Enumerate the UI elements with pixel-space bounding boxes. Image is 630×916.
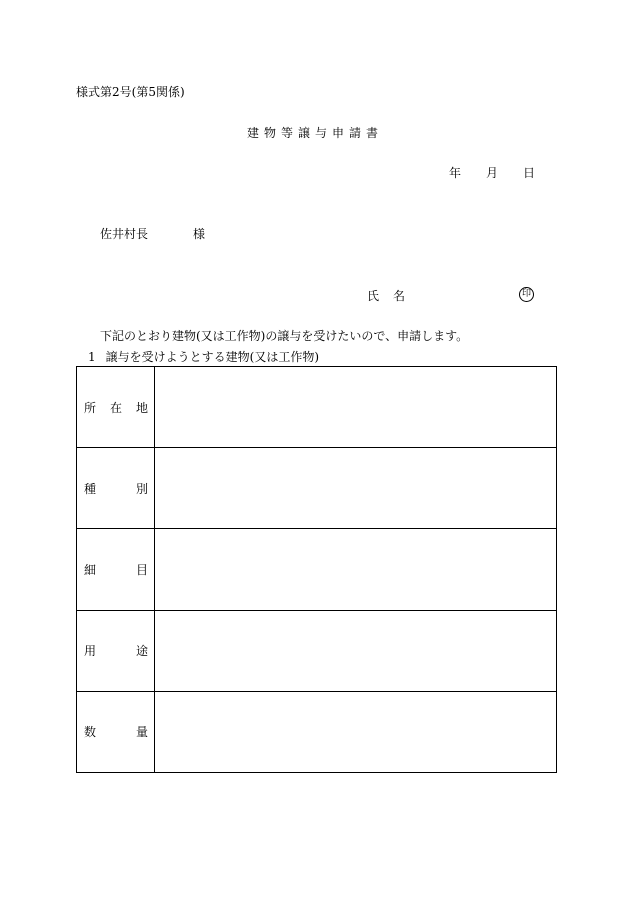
date-month-label: 月 (486, 166, 499, 180)
location-value-field[interactable] (155, 367, 557, 448)
form-number: 様式第2号(第5関係) (76, 85, 185, 99)
label-char: 量 (135, 725, 148, 740)
location-label (77, 367, 155, 448)
item-heading-text: 譲与を受けようとする建物(又は工作物) (105, 350, 320, 364)
table-row-details (77, 529, 557, 610)
name-label-char-2: 名 (393, 289, 406, 303)
item-heading (88, 351, 319, 363)
details-label (77, 529, 155, 610)
label-char: 所 (84, 400, 97, 415)
applicant-name-label (367, 290, 405, 302)
label-char: 別 (135, 481, 148, 496)
table-row-location (77, 367, 557, 448)
date-year-label: 年 (449, 166, 462, 180)
date-line (449, 167, 535, 179)
quantity-label (77, 691, 155, 772)
table-row-purpose (77, 610, 557, 691)
purpose-value-field[interactable] (155, 610, 557, 691)
table-row-type (77, 448, 557, 529)
label-char: 地 (135, 400, 148, 415)
addressee (100, 228, 205, 240)
date-day-label: 日 (523, 166, 536, 180)
type-label (77, 448, 155, 529)
request-statement: 下記のとおり建物(又は工作物)の譲与を受けたいので、申請します。 (100, 329, 469, 343)
item-number: 1 (88, 350, 96, 364)
table-row-quantity (77, 691, 557, 772)
type-value-field[interactable] (155, 448, 557, 529)
document-title: 建物等譲与申請書 (246, 126, 383, 140)
label-char: 細 (84, 562, 97, 577)
name-label-char-1: 氏 (367, 289, 380, 303)
building-detail-table (76, 366, 557, 773)
label-char: 在 (109, 400, 122, 415)
quantity-value-field[interactable] (155, 691, 557, 772)
details-value-field[interactable] (155, 529, 557, 610)
seal-mark: 印 (519, 287, 534, 302)
purpose-label (77, 610, 155, 691)
label-char: 数 (84, 725, 97, 740)
addressee-honorific: 様 (193, 227, 206, 241)
addressee-name: 佐井村長 (100, 227, 149, 241)
label-char: 種 (84, 481, 97, 496)
label-char: 途 (135, 644, 148, 659)
label-char: 用 (84, 644, 97, 659)
label-char: 目 (135, 562, 148, 577)
